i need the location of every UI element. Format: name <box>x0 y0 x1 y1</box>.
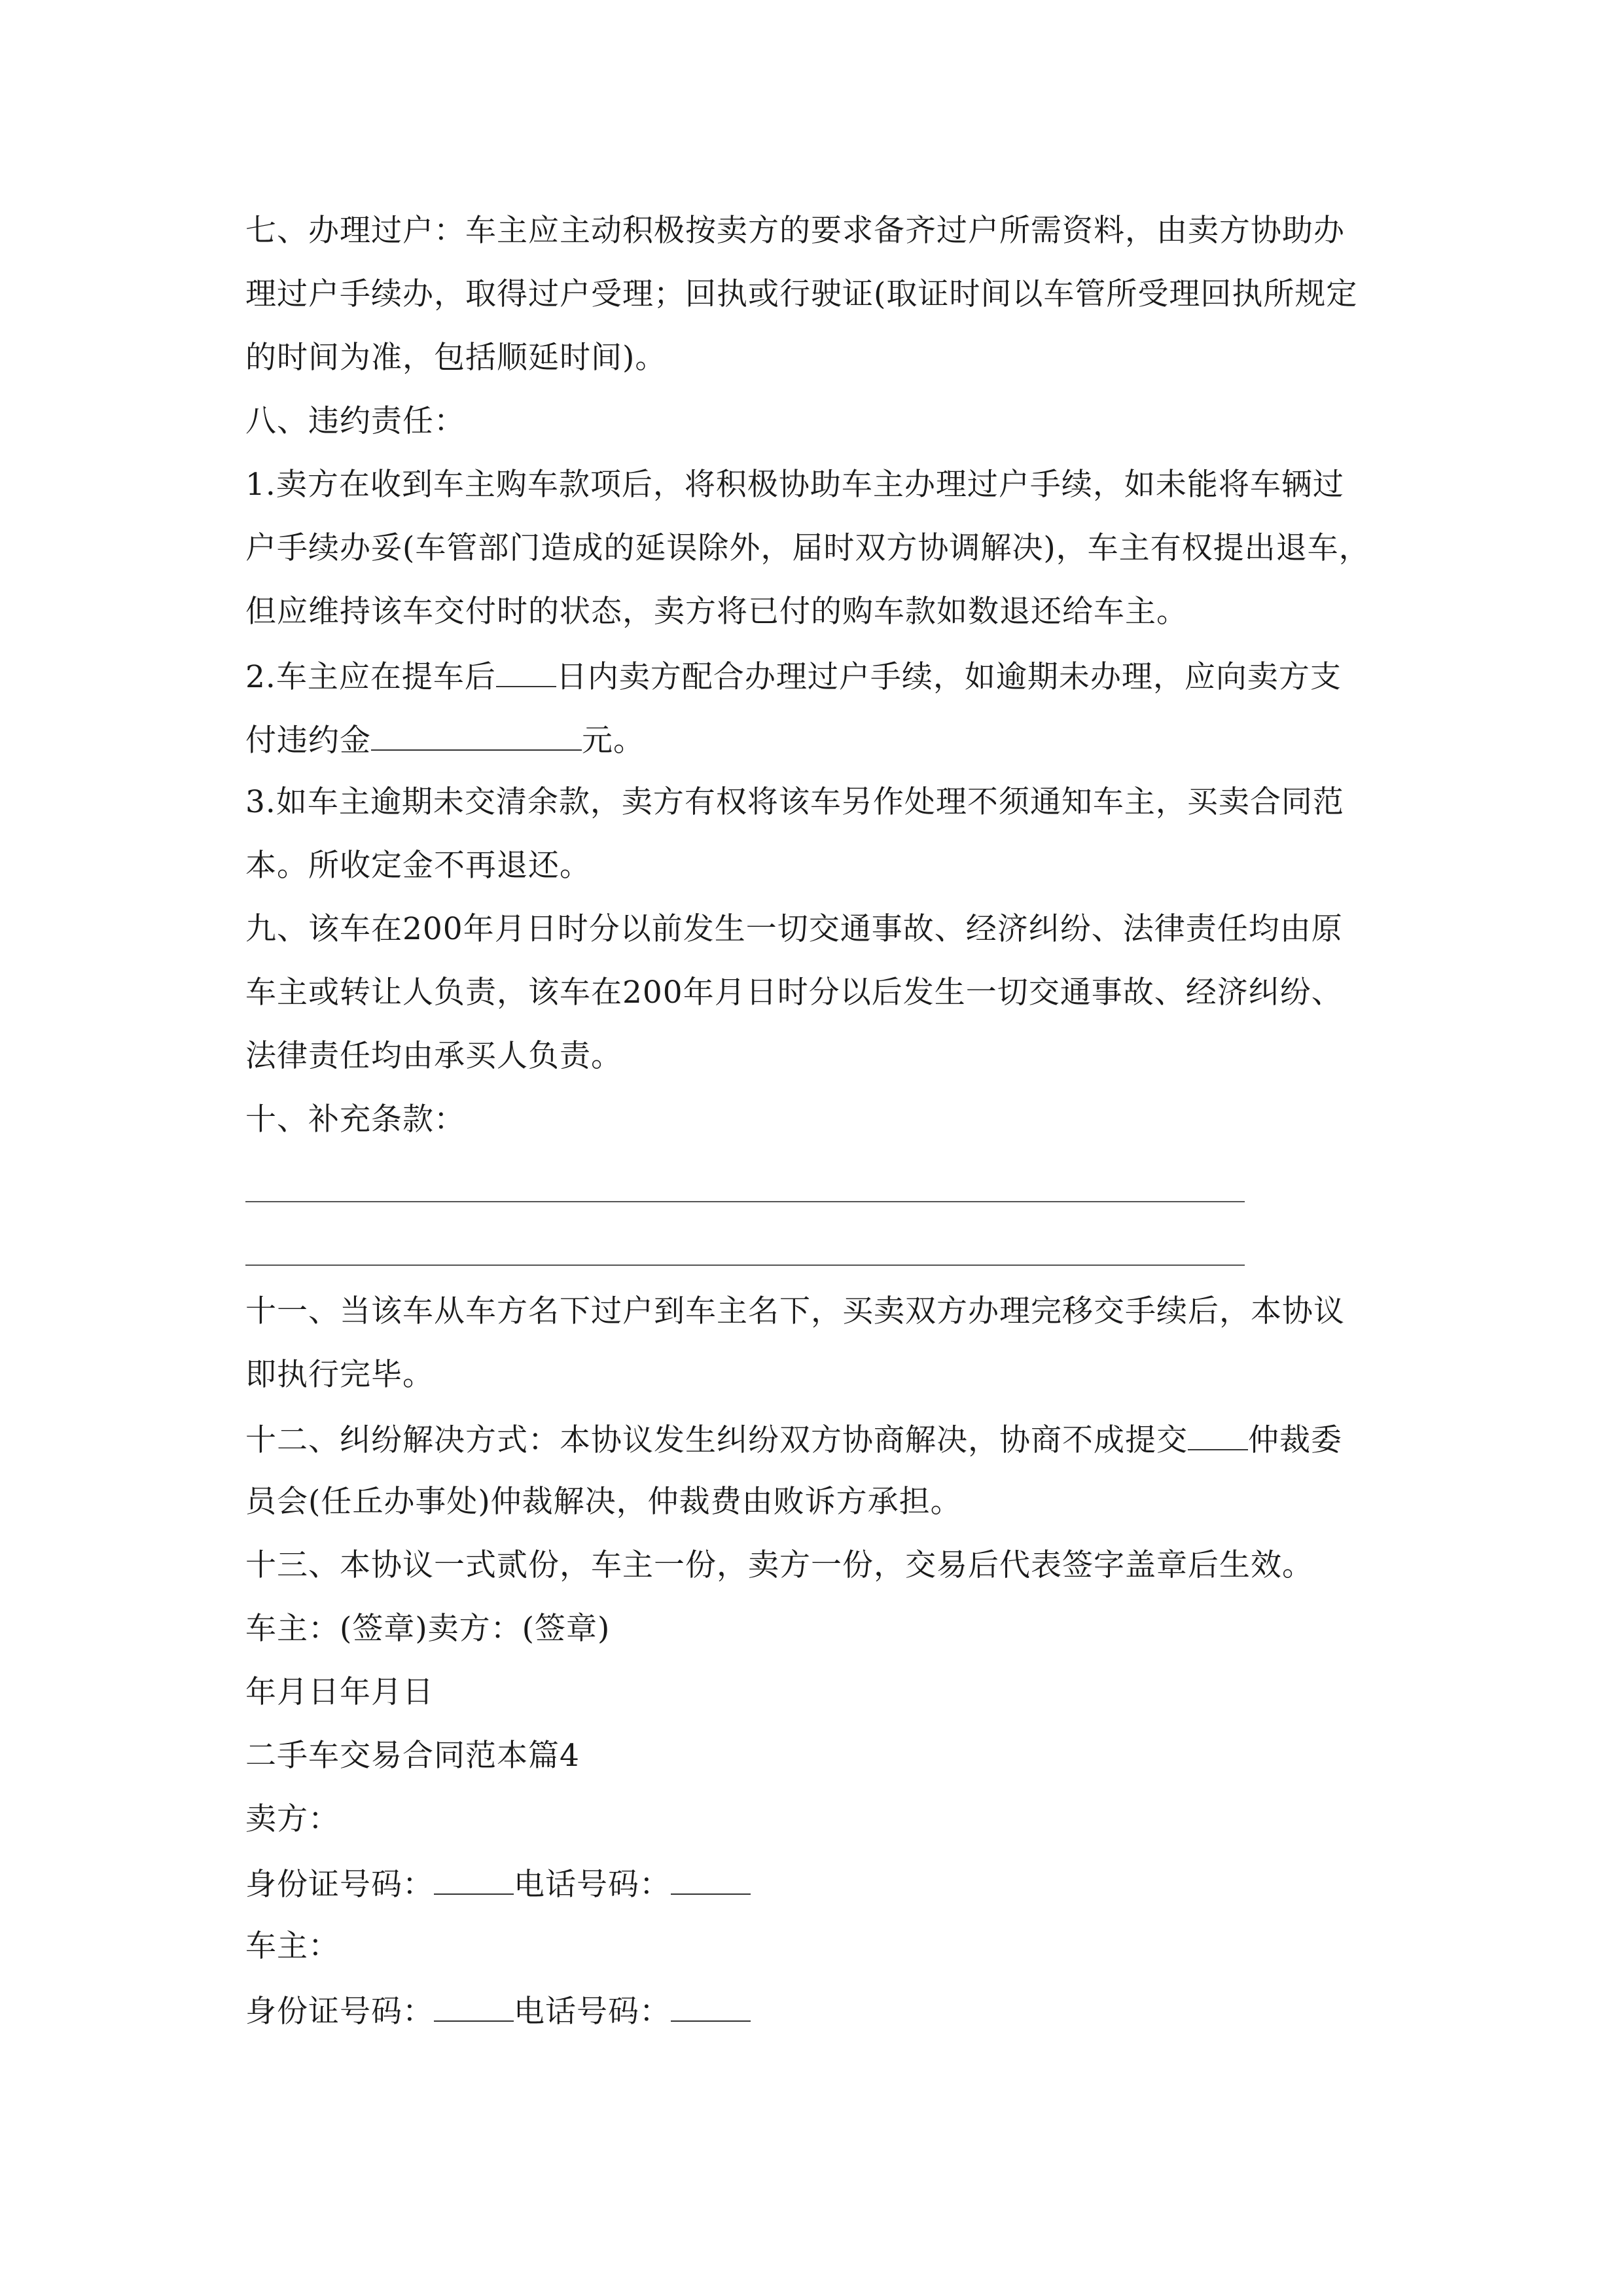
seller-contact-line <box>245 1863 1384 1905</box>
penalty-label: 付违约金 <box>245 723 371 759</box>
seller-id-label: 身份证号码： <box>245 1867 434 1903</box>
clause-8-item-1-line-1: 1.卖方在收到车主购车款项后，将积极协助车主办理过户手续，如未能将车辆过 <box>245 467 1344 503</box>
supplement-blank-line-2 <box>245 1265 1245 1266</box>
buyer-id-blank <box>434 1990 514 2022</box>
clause-12-text-a: 十二、纠纷解决方式：本协议发生纠纷双方协商解决，协商不成提交 <box>245 1422 1188 1458</box>
clause-8-item-2-line-1 <box>245 656 1384 697</box>
section-4-heading: 二手车交易合同范本篇4 <box>245 1738 580 1774</box>
clause-12-line-2: 员会(任丘办事处)仲裁解决，仲裁费由败诉方承担。 <box>245 1484 962 1520</box>
seller-phone-label: 电话号码： <box>514 1867 671 1903</box>
arbitration-blank <box>1188 1419 1248 1450</box>
clause-7-line-3: 的时间为准，包括顺延时间)。 <box>245 340 667 376</box>
clause-8-item-2-text-a: 2.车主应在提车后 <box>245 659 496 695</box>
clause-7-line-1: 七、办理过户：车主应主动积极按卖方的要求备齐过户所需资料，由卖方协助办 <box>245 213 1345 249</box>
seller-label: 卖方： <box>245 1801 340 1837</box>
penalty-blank <box>371 719 582 751</box>
clause-8-title: 八、违约责任： <box>245 403 465 439</box>
signature-date-line: 年月日年月日 <box>245 1674 434 1710</box>
signature-line: 车主：(签章)卖方：(签章) <box>245 1611 611 1647</box>
seller-phone-blank <box>671 1863 751 1895</box>
clause-8-item-1-line-2: 户手续办妥(车管部门造成的延误除外，届时双方协调解决)，车主有权提出退车， <box>245 530 1370 566</box>
clause-9-line-2: 车主或转让人负责，该车在200年月日时分以后发生一切交通事故、经济纠纷、 <box>245 975 1343 1011</box>
buyer-phone-label: 电话号码： <box>514 1994 671 2030</box>
clause-11-line-2: 即执行完毕。 <box>245 1357 434 1393</box>
buyer-id-label: 身份证号码： <box>245 1994 434 2030</box>
supplement-blank-line-1 <box>245 1201 1245 1202</box>
buyer-label: 车主： <box>245 1928 340 1964</box>
buyer-contact-line <box>245 1990 1384 2032</box>
clause-12-text-b: 仲裁委 <box>1248 1422 1342 1458</box>
clause-13-line-1: 十三、本协议一式贰份，车主一份，卖方一份，交易后代表签字盖章后生效。 <box>245 1547 1313 1583</box>
clause-9-line-3: 法律责任均由承买人负责。 <box>245 1038 622 1074</box>
clause-8-item-2-line-2 <box>245 719 1384 761</box>
clause-9-line-1: 九、该车在200年月日时分以前发生一切交通事故、经济纠纷、法律责任均由原 <box>245 911 1343 947</box>
clause-8-item-2-text-b: 日内卖方配合办理过户手续，如逾期未办理，应向卖方支 <box>556 659 1342 695</box>
days-blank <box>496 656 556 687</box>
buyer-phone-blank <box>671 1990 751 2022</box>
clause-11-line-1: 十一、当该车从车方名下过户到车主名下，买卖双方办理完移交手续后，本协议 <box>245 1293 1345 1329</box>
clause-10-title: 十、补充条款： <box>245 1102 465 1138</box>
clause-12-line-1 <box>245 1419 1384 1460</box>
clause-8-item-3-line-1: 3.如车主逾期未交清余款，卖方有权将该车另作处理不须通知车主，买卖合同范 <box>245 784 1344 820</box>
penalty-unit: 元。 <box>582 723 645 759</box>
clause-8-item-3-line-2: 本。所收定金不再退还。 <box>245 848 591 884</box>
seller-id-blank <box>434 1863 514 1895</box>
clause-8-item-1-line-3: 但应维持该车交付时的状态，卖方将已付的购车款如数退还给车主。 <box>245 594 1188 630</box>
clause-7-line-2: 理过户手续办，取得过户受理；回执或行驶证(取证时间以车管所受理回执所规定 <box>245 276 1358 312</box>
